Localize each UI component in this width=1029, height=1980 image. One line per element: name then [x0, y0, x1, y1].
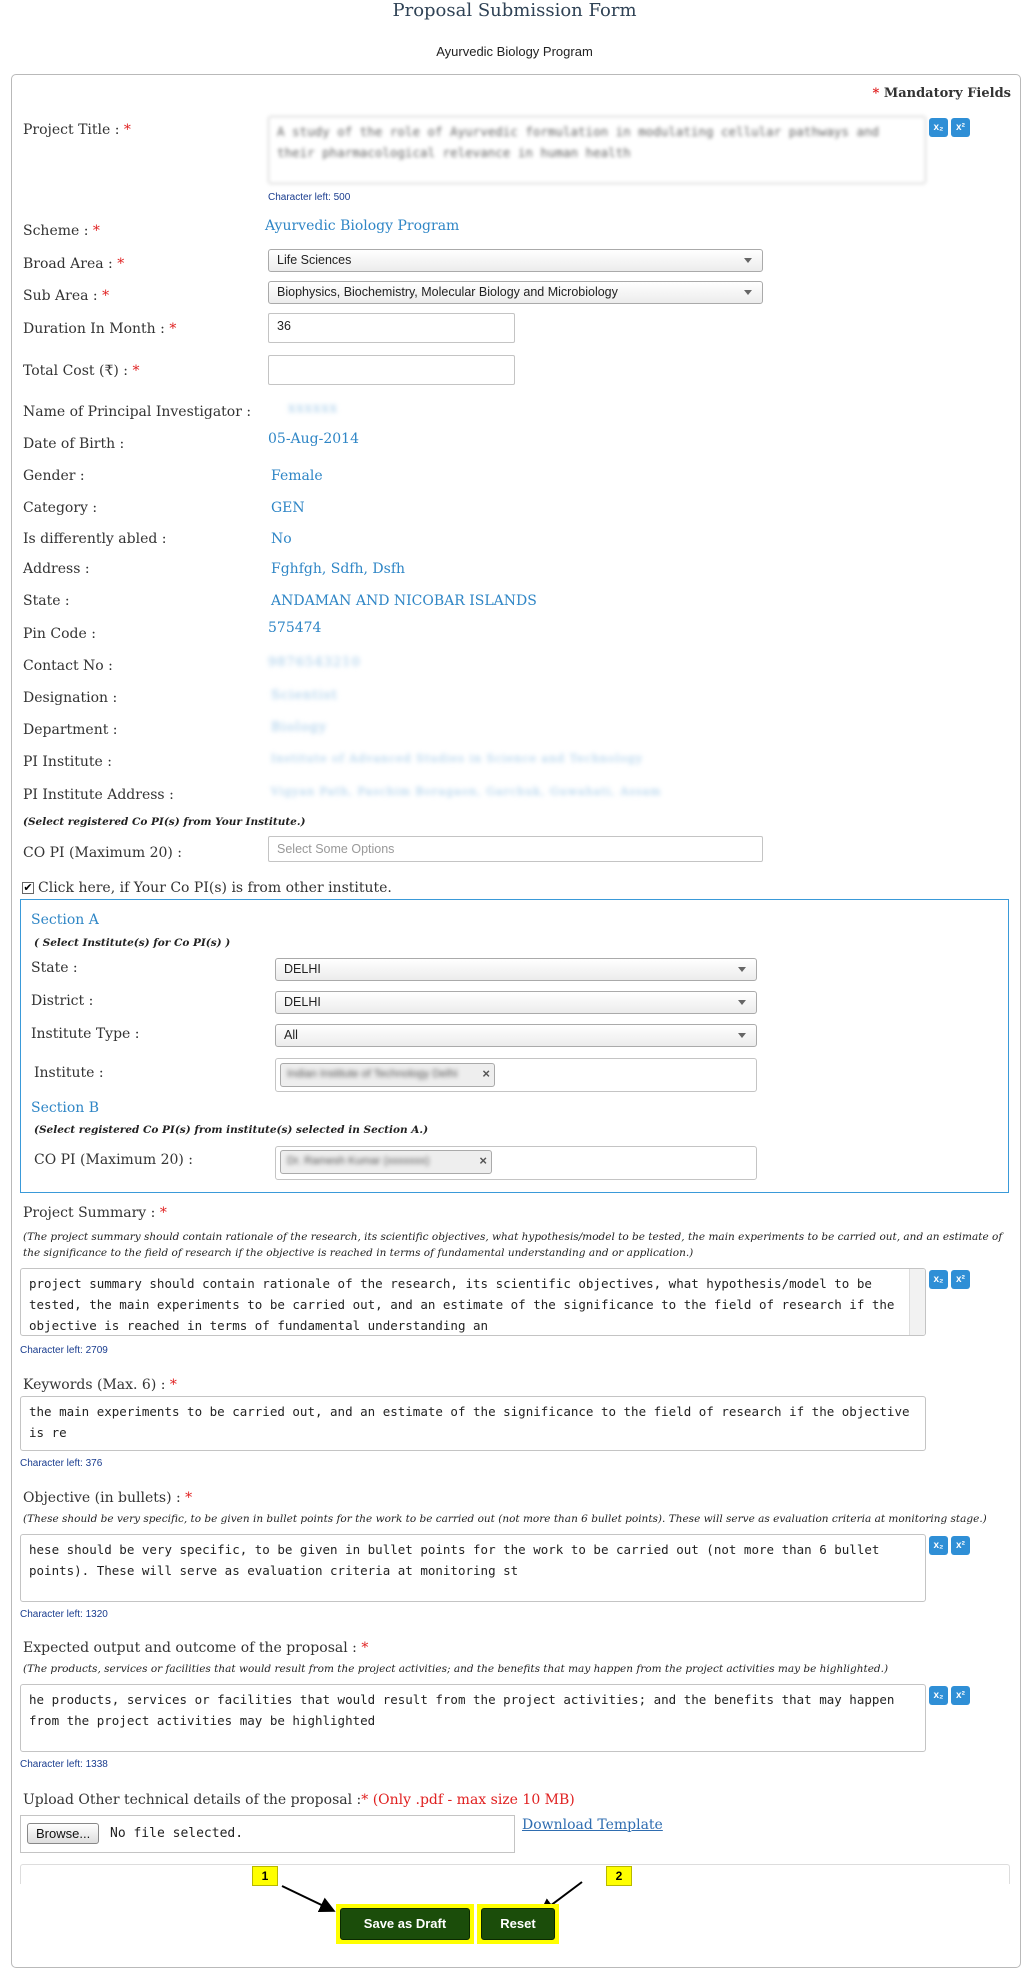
section-a-note: ( Select Institute(s) for Co PI(s) ) — [34, 937, 231, 949]
pi-institute-value: Institute of Advanced Studies in Science and Technology — [271, 752, 644, 765]
chevron-down-icon — [738, 1000, 746, 1005]
institute-type-select[interactable]: All — [275, 1024, 757, 1047]
category-label: Category : — [23, 500, 98, 516]
subscript-button[interactable]: x₂ — [929, 1536, 948, 1555]
superscript-button[interactable]: x² — [951, 1270, 970, 1289]
chevron-down-icon — [738, 1033, 746, 1038]
save-draft-highlight — [336, 1904, 474, 1944]
sub-area-select[interactable]: Biophysics, Biochemistry, Molecular Biology and Microbiology — [268, 281, 763, 304]
pin-value: 575474 — [268, 620, 322, 636]
outcome-char-left: Character left: 1338 — [20, 1759, 108, 1770]
gender-label: Gender : — [23, 468, 85, 484]
program-subtitle: Ayurvedic Biology Program — [436, 44, 593, 59]
contact-value: 9876543210 — [268, 655, 361, 670]
copi-chip[interactable]: Dr. Ramesh Kumar (xxxxxxx) × — [280, 1150, 492, 1174]
duration-input[interactable]: 36 — [268, 313, 515, 343]
outcome-label: Expected output and outcome of the proposal : * — [23, 1640, 369, 1656]
sub-area-label: Sub Area : * — [23, 288, 110, 304]
reset-highlight — [477, 1904, 559, 1944]
dob-label: Date of Birth : — [23, 436, 125, 452]
project-title-input[interactable]: A study of the role of Ayurvedic formulation in modulating cellular pathways and their pharmacological relevance in human health — [268, 116, 926, 184]
differently-abled-label: Is differently abled : — [23, 531, 167, 547]
copi-note: (Select registered Co PI(s) from Your Institute.) — [23, 816, 306, 828]
browse-button[interactable]: Browse... — [27, 1823, 99, 1844]
project-title-label: Project Title : * — [23, 122, 131, 138]
summary-char-left: Character left: 2709 — [20, 1345, 108, 1356]
file-status: No file selected. — [110, 1826, 244, 1841]
contact-label: Contact No : — [23, 658, 113, 674]
project-title-char-left: Character left: 500 — [268, 192, 351, 203]
section-b-note: (Select registered Co PI(s) from institute(s) selected in Section A.) — [34, 1124, 429, 1136]
outcome-textarea[interactable]: he products, services or facilities that would result from the project activities; and the benefits that may happen from the project activities may be highlighted — [20, 1684, 926, 1752]
district-label: District : — [31, 993, 94, 1009]
address-label: Address : — [23, 561, 90, 577]
state-label: State : — [23, 593, 70, 609]
broad-area-select[interactable]: Life Sciences — [268, 249, 763, 272]
scheme-value: Ayurvedic Biology Program — [265, 218, 460, 234]
scheme-label: Scheme : * — [23, 223, 100, 239]
superscript-button[interactable]: x² — [951, 1536, 970, 1555]
total-cost-input[interactable] — [268, 355, 515, 385]
page-title: Proposal Submission Form — [392, 0, 637, 21]
annotation-badge-2: 2 — [606, 1866, 632, 1886]
institute-type-label: Institute Type : — [31, 1026, 140, 1042]
duration-label: Duration In Month : * — [23, 321, 177, 337]
upload-label: Upload Other technical details of the proposal :* (Only .pdf - max size 10 MB) — [23, 1792, 575, 1808]
chevron-down-icon — [738, 967, 746, 972]
superscript-button[interactable]: x² — [951, 118, 970, 137]
dob-value: 05-Aug-2014 — [268, 431, 359, 447]
broad-area-label: Broad Area : * — [23, 256, 125, 272]
pi-name-value: xxxxxx — [288, 401, 338, 416]
subscript-button[interactable]: x₂ — [929, 1686, 948, 1705]
summary-label: Project Summary : * — [23, 1205, 167, 1221]
summary-textarea[interactable]: project summary should contain rationale of the research, its scientific objectives, what hypothesis/model to be tested, the main experiments to be carried out, and an estimate of the significance to the field of research if the objective is reached in terms of fundamental understanding an — [20, 1268, 926, 1336]
remove-chip-icon[interactable]: × — [479, 1153, 487, 1168]
institute-label: Institute : — [34, 1065, 104, 1081]
superscript-button[interactable]: x² — [951, 1686, 970, 1705]
total-cost-label: Total Cost (₹) : * — [23, 363, 140, 379]
differently-abled-value: No — [271, 531, 292, 547]
address-value: Fghfgh, Sdfh, Dsfh — [271, 561, 406, 577]
other-institute-label: Click here, if Your Co PI(s) is from other institute. — [38, 880, 392, 896]
section-a-state-label: State : — [31, 960, 78, 976]
copi-label: CO PI (Maximum 20) : — [23, 845, 183, 861]
annotation-badge-1: 1 — [252, 1866, 278, 1886]
remove-chip-icon[interactable]: × — [482, 1066, 490, 1081]
department-label: Department : — [23, 722, 118, 738]
pi-name-label: Name of Principal Investigator : — [23, 404, 252, 420]
other-institute-checkbox[interactable]: ✔ — [23, 881, 33, 894]
chevron-down-icon — [744, 258, 752, 263]
pi-institute-address-label: PI Institute Address : — [23, 787, 174, 803]
keywords-char-left: Character left: 376 — [20, 1458, 103, 1469]
chevron-down-icon — [744, 290, 752, 295]
keywords-label: Keywords (Max. 6) : * — [23, 1377, 177, 1393]
institute-chip[interactable]: Indian Institute of Technology Delhi × — [280, 1063, 495, 1087]
objective-char-left: Character left: 1320 — [20, 1609, 108, 1620]
reset-button[interactable]: Reset — [481, 1908, 555, 1940]
mandatory-note: * Mandatory Fields — [872, 86, 1011, 101]
section-a-state-select[interactable]: DELHI — [275, 958, 757, 981]
department-value: Biology — [271, 720, 328, 735]
state-value: ANDAMAN AND NICOBAR ISLANDS — [271, 593, 537, 609]
summary-scrollbar[interactable] — [909, 1269, 925, 1335]
objective-note: (These should be very specific, to be given in bullet points for the work to be carried out (not more than 6 bullet points). These will serve as evaluation criteria at monitoring stage.) — [23, 1513, 987, 1525]
category-value: GEN — [271, 500, 305, 516]
gender-value: Female — [271, 468, 323, 484]
subscript-button[interactable]: x₂ — [929, 1270, 948, 1289]
pi-institute-label: PI Institute : — [23, 754, 112, 770]
section-a-title: Section A — [31, 912, 99, 928]
district-select[interactable]: DELHI — [275, 991, 757, 1014]
copi-select[interactable]: Select Some Options — [268, 836, 763, 862]
pi-institute-address-value: Vigyan Path, Paschim Boragaon, Garchuk, Guwahati, Assam — [271, 785, 662, 798]
section-b-title: Section B — [31, 1100, 100, 1116]
designation-value: Scientist — [271, 688, 338, 703]
download-template-link[interactable]: Download Template — [522, 1817, 663, 1833]
objective-textarea[interactable]: hese should be very specific, to be given in bullet points for the work to be carried out (not more than 6 bullet points). These will serve as evaluation criteria at monitoring st — [20, 1534, 926, 1602]
section-b-copi-label: CO PI (Maximum 20) : — [34, 1152, 194, 1168]
subscript-button[interactable]: x₂ — [929, 118, 948, 137]
outcome-note: (The products, services or facilities that would result from the project activities; and the benefits that may happen from the project activities may be highlighted.) — [23, 1663, 889, 1675]
objective-label: Objective (in bullets) : * — [23, 1490, 193, 1506]
pin-label: Pin Code : — [23, 626, 96, 642]
keywords-textarea[interactable]: the main experiments to be carried out, and an estimate of the significance to the field of research if the objective is re — [20, 1396, 926, 1451]
summary-note: (The project summary should contain rationale of the research, its scientific objectives, what hypothesis/model to be tested, the main experiments to be carried out, and an estimate of the significance to the field of research if the objective is reached in terms of fundamental understanding and or application.) — [23, 1231, 1003, 1259]
save-draft-button[interactable]: Save as Draft — [340, 1908, 470, 1940]
designation-label: Designation : — [23, 690, 118, 706]
